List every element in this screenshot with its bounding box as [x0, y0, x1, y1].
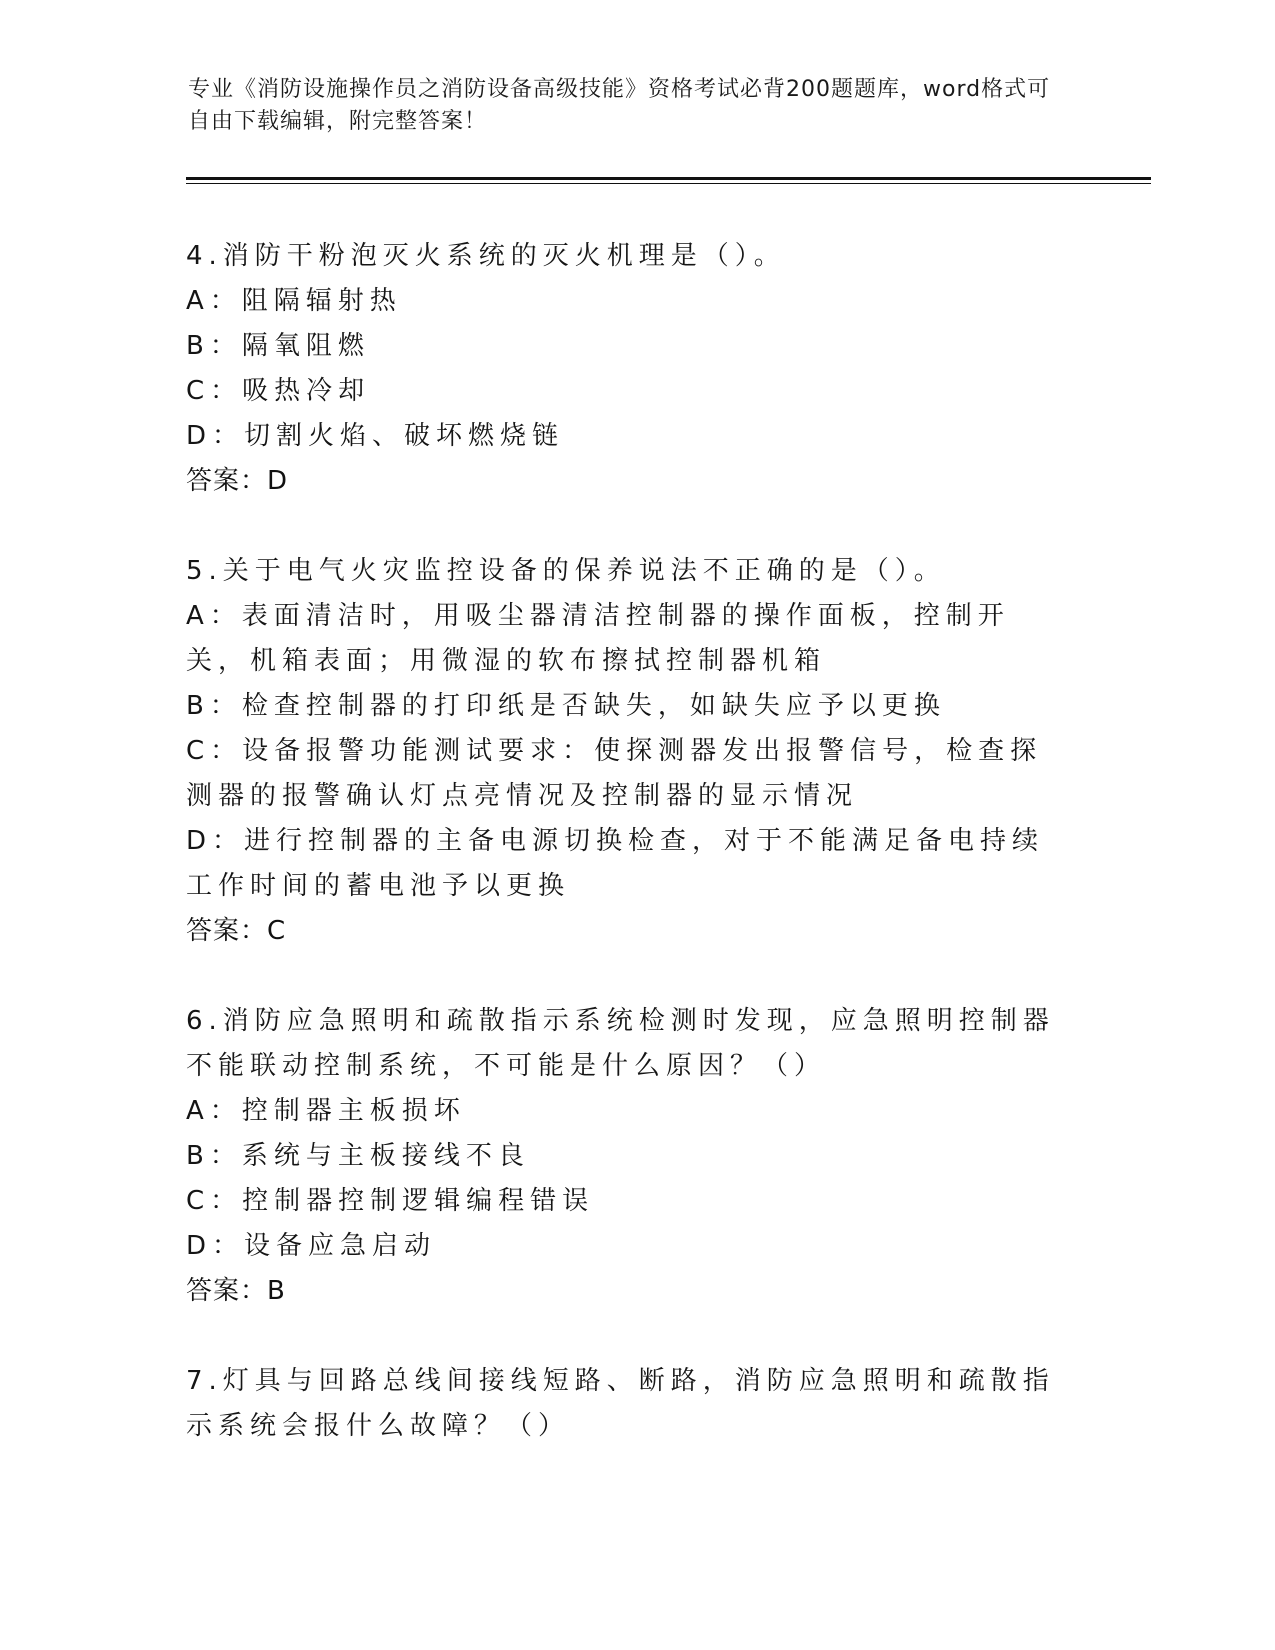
option-d: D：进行控制器的主备电源切换检查，对于不能满足备电持续工作时间的蓄电池予以更换 [186, 826, 1045, 901]
header-rule-thick [186, 177, 1151, 180]
question-7 [186, 1359, 1066, 1449]
option-a: A：控制器主板损坏 [186, 1096, 466, 1126]
question-stem: 6.消防应急照明和疏散指示系统检测时发现，应急照明控制器不能联动控制系统，不可能是什么原因？（） [186, 1006, 1055, 1081]
option-c: C：设备报警功能测试要求：使探测器发出报警信号，检查探测器的报警确认灯点亮情况及控制器的显示情况 [186, 736, 1043, 811]
document-header: 专业《消防设施操作员之消防设备高级技能》资格考试必背200题题库，word格式可自由下载编辑，附完整答案！ [188, 77, 1051, 134]
header-rule-thin [186, 183, 1151, 184]
option-a: A：阻隔辐射热 [186, 286, 402, 316]
option-a: A：表面清洁时，用吸尘器清洁控制器的操作面板，控制开关，机箱表面；用微湿的软布擦拭控制器机箱 [186, 601, 1010, 676]
question-5 [186, 549, 1066, 954]
option-d: D：设备应急启动 [186, 1231, 437, 1261]
question-stem: 7.灯具与回路总线间接线短路、断路，消防应急照明和疏散指示系统会报什么故障？（） [186, 1366, 1055, 1441]
option-b: B：检查控制器的打印纸是否缺失，如缺失应予以更换 [186, 691, 946, 721]
answer: 答案：C [186, 916, 287, 946]
option-b: B：隔氧阻燃 [186, 331, 370, 361]
answer: 答案：D [186, 466, 289, 496]
option-c: C：吸热冷却 [186, 376, 371, 406]
answer: 答案：B [186, 1276, 286, 1306]
question-list [186, 234, 1066, 1494]
option-d: D：切割火焰、破坏燃烧链 [186, 421, 565, 451]
question-6 [186, 999, 1066, 1314]
option-b: B：系统与主板接线不良 [186, 1141, 530, 1171]
question-stem: 5.关于电气火灾监控设备的保养说法不正确的是（）。 [186, 556, 946, 586]
option-c: C：控制器控制逻辑编程错误 [186, 1186, 595, 1216]
question-stem: 4.消防干粉泡灭火系统的灭火机理是（）。 [186, 241, 786, 271]
question-4 [186, 234, 1066, 504]
